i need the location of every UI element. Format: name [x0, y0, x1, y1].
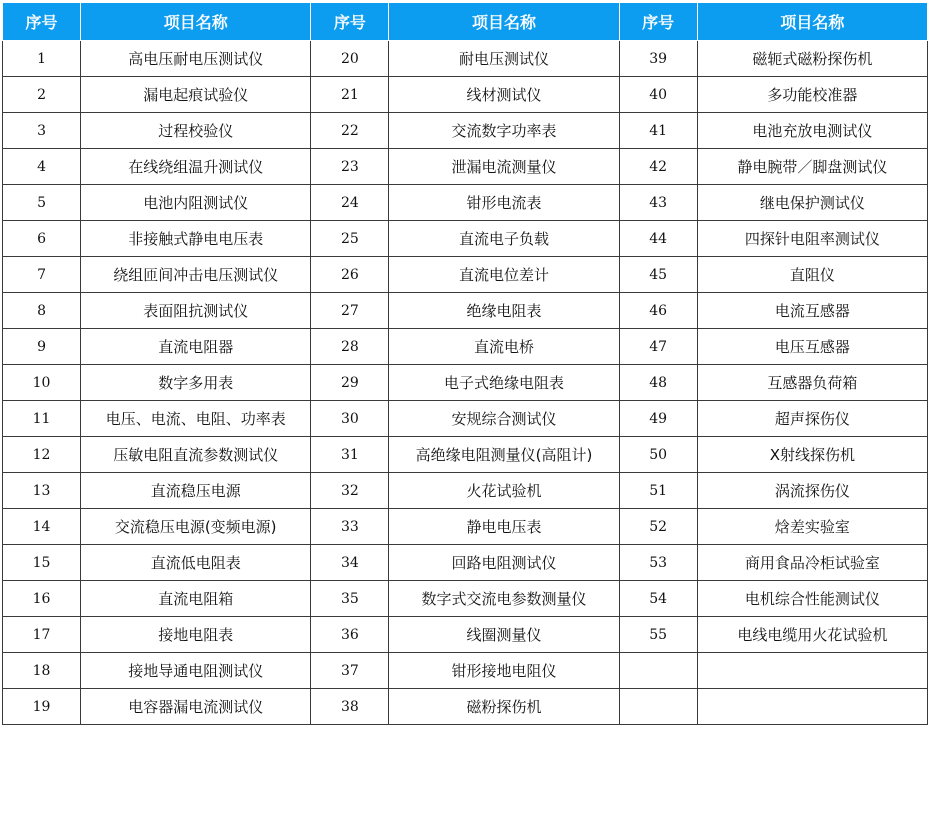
serial-number-cell: 35	[311, 581, 389, 617]
item-name-cell: 钳形接地电阻仪	[389, 653, 619, 689]
serial-number-cell: 23	[311, 149, 389, 185]
item-name-cell: 电压、电流、电阻、功率表	[81, 401, 311, 437]
equipment-table	[2, 2, 928, 725]
item-name-cell: 交流数字功率表	[389, 113, 619, 149]
table-row	[3, 77, 928, 113]
table-row	[3, 473, 928, 509]
serial-number-cell: 2	[3, 77, 81, 113]
item-name-cell	[697, 653, 927, 689]
header-item-name-1: 项目名称	[81, 3, 311, 41]
item-name-cell: 绕组匝间冲击电压测试仪	[81, 257, 311, 293]
table-row	[3, 221, 928, 257]
item-name-cell: 直流低电阻表	[81, 545, 311, 581]
serial-number-cell: 49	[619, 401, 697, 437]
serial-number-cell: 5	[3, 185, 81, 221]
serial-number-cell: 8	[3, 293, 81, 329]
serial-number-cell: 22	[311, 113, 389, 149]
serial-number-cell: 7	[3, 257, 81, 293]
table-row	[3, 365, 928, 401]
serial-number-cell: 28	[311, 329, 389, 365]
serial-number-cell: 39	[619, 41, 697, 77]
serial-number-cell: 50	[619, 437, 697, 473]
item-name-cell: 磁粉探伤机	[389, 689, 619, 725]
table-row	[3, 257, 928, 293]
serial-number-cell	[619, 689, 697, 725]
item-name-cell: 数字多用表	[81, 365, 311, 401]
item-name-cell: 焓差实验室	[697, 509, 927, 545]
serial-number-cell: 32	[311, 473, 389, 509]
header-serial-1: 序号	[3, 3, 81, 41]
serial-number-cell: 37	[311, 653, 389, 689]
serial-number-cell: 51	[619, 473, 697, 509]
header-row	[3, 3, 928, 41]
serial-number-cell: 46	[619, 293, 697, 329]
serial-number-cell: 48	[619, 365, 697, 401]
table-row	[3, 329, 928, 365]
serial-number-cell: 38	[311, 689, 389, 725]
item-name-cell: 直流电阻器	[81, 329, 311, 365]
item-name-cell: 安规综合测试仪	[389, 401, 619, 437]
serial-number-cell: 17	[3, 617, 81, 653]
header-serial-3: 序号	[619, 3, 697, 41]
header-item-name-3: 项目名称	[697, 3, 927, 41]
serial-number-cell: 27	[311, 293, 389, 329]
item-name-cell: 电池内阻测试仪	[81, 185, 311, 221]
item-name-cell: 交流稳压电源(变频电源)	[81, 509, 311, 545]
table-row	[3, 293, 928, 329]
item-name-cell: 电池充放电测试仪	[697, 113, 927, 149]
item-name-cell: 静电电压表	[389, 509, 619, 545]
item-name-cell: 耐电压测试仪	[389, 41, 619, 77]
table-row	[3, 581, 928, 617]
serial-number-cell: 1	[3, 41, 81, 77]
item-name-cell	[697, 689, 927, 725]
serial-number-cell: 12	[3, 437, 81, 473]
equipment-table-container	[2, 2, 928, 725]
serial-number-cell: 25	[311, 221, 389, 257]
serial-number-cell: 11	[3, 401, 81, 437]
item-name-cell: 压敏电阻直流参数测试仪	[81, 437, 311, 473]
serial-number-cell: 16	[3, 581, 81, 617]
serial-number-cell: 47	[619, 329, 697, 365]
item-name-cell: 非接触式静电电压表	[81, 221, 311, 257]
table-row	[3, 185, 928, 221]
item-name-cell: 钳形电流表	[389, 185, 619, 221]
item-name-cell: 高绝缘电阻测量仪(高阻计)	[389, 437, 619, 473]
item-name-cell: 直流电子负载	[389, 221, 619, 257]
table-row	[3, 149, 928, 185]
item-name-cell: 电线电缆用火花试验机	[697, 617, 927, 653]
serial-number-cell: 31	[311, 437, 389, 473]
table-row	[3, 509, 928, 545]
table-row	[3, 545, 928, 581]
serial-number-cell: 43	[619, 185, 697, 221]
serial-number-cell: 20	[311, 41, 389, 77]
serial-number-cell: 53	[619, 545, 697, 581]
item-name-cell: 电容器漏电流测试仪	[81, 689, 311, 725]
serial-number-cell: 24	[311, 185, 389, 221]
item-name-cell: 涡流探伤仪	[697, 473, 927, 509]
item-name-cell: 直流电桥	[389, 329, 619, 365]
serial-number-cell: 30	[311, 401, 389, 437]
table-row	[3, 401, 928, 437]
item-name-cell: 线圈测量仪	[389, 617, 619, 653]
serial-number-cell: 9	[3, 329, 81, 365]
table-body	[3, 41, 928, 725]
serial-number-cell: 54	[619, 581, 697, 617]
table-row	[3, 113, 928, 149]
item-name-cell: 直流电位差计	[389, 257, 619, 293]
item-name-cell: 绝缘电阻表	[389, 293, 619, 329]
serial-number-cell: 10	[3, 365, 81, 401]
serial-number-cell: 21	[311, 77, 389, 113]
serial-number-cell: 19	[3, 689, 81, 725]
item-name-cell: 电子式绝缘电阻表	[389, 365, 619, 401]
item-name-cell: 继电保护测试仪	[697, 185, 927, 221]
table-row	[3, 437, 928, 473]
serial-number-cell: 33	[311, 509, 389, 545]
serial-number-cell: 18	[3, 653, 81, 689]
item-name-cell: 接地导通电阻测试仪	[81, 653, 311, 689]
item-name-cell: X射线探伤机	[697, 437, 927, 473]
table-row	[3, 689, 928, 725]
serial-number-cell: 42	[619, 149, 697, 185]
item-name-cell: 数字式交流电参数测量仪	[389, 581, 619, 617]
serial-number-cell: 45	[619, 257, 697, 293]
item-name-cell: 磁轭式磁粉探伤机	[697, 41, 927, 77]
item-name-cell: 表面阻抗测试仪	[81, 293, 311, 329]
item-name-cell: 泄漏电流测量仪	[389, 149, 619, 185]
serial-number-cell: 41	[619, 113, 697, 149]
item-name-cell: 火花试验机	[389, 473, 619, 509]
serial-number-cell: 4	[3, 149, 81, 185]
item-name-cell: 商用食品冷柜试验室	[697, 545, 927, 581]
table-row	[3, 41, 928, 77]
header-serial-2: 序号	[311, 3, 389, 41]
item-name-cell: 漏电起痕试验仪	[81, 77, 311, 113]
serial-number-cell: 36	[311, 617, 389, 653]
item-name-cell: 电机综合性能测试仪	[697, 581, 927, 617]
item-name-cell: 回路电阻测试仪	[389, 545, 619, 581]
serial-number-cell: 40	[619, 77, 697, 113]
table-row	[3, 653, 928, 689]
serial-number-cell: 34	[311, 545, 389, 581]
serial-number-cell: 44	[619, 221, 697, 257]
serial-number-cell: 29	[311, 365, 389, 401]
item-name-cell: 线材测试仪	[389, 77, 619, 113]
serial-number-cell: 14	[3, 509, 81, 545]
item-name-cell: 高电压耐电压测试仪	[81, 41, 311, 77]
item-name-cell: 互感器负荷箱	[697, 365, 927, 401]
item-name-cell: 电压互感器	[697, 329, 927, 365]
serial-number-cell: 3	[3, 113, 81, 149]
item-name-cell: 直阻仪	[697, 257, 927, 293]
item-name-cell: 过程校验仪	[81, 113, 311, 149]
serial-number-cell: 13	[3, 473, 81, 509]
table-row	[3, 617, 928, 653]
serial-number-cell	[619, 653, 697, 689]
header-item-name-2: 项目名称	[389, 3, 619, 41]
serial-number-cell: 15	[3, 545, 81, 581]
item-name-cell: 在线绕组温升测试仪	[81, 149, 311, 185]
serial-number-cell: 26	[311, 257, 389, 293]
item-name-cell: 直流电阻箱	[81, 581, 311, 617]
item-name-cell: 四探针电阻率测试仪	[697, 221, 927, 257]
item-name-cell: 接地电阻表	[81, 617, 311, 653]
item-name-cell: 多功能校准器	[697, 77, 927, 113]
serial-number-cell: 52	[619, 509, 697, 545]
item-name-cell: 电流互感器	[697, 293, 927, 329]
item-name-cell: 静电腕带／脚盘测试仪	[697, 149, 927, 185]
serial-number-cell: 6	[3, 221, 81, 257]
item-name-cell: 直流稳压电源	[81, 473, 311, 509]
serial-number-cell: 55	[619, 617, 697, 653]
item-name-cell: 超声探伤仪	[697, 401, 927, 437]
